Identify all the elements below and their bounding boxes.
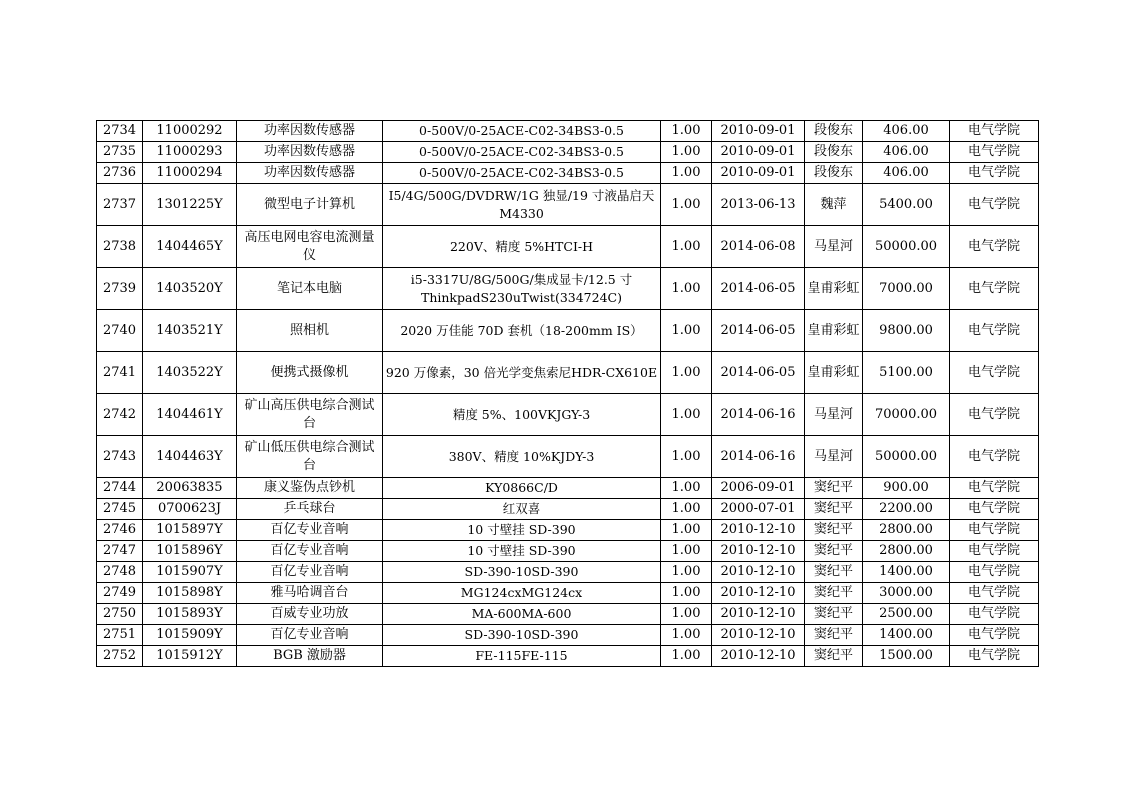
asset-name-cell: 功率因数传感器 xyxy=(237,163,383,184)
asset-name-cell: 雅马哈调音台 xyxy=(237,583,383,604)
department-cell: 电气学院 xyxy=(950,121,1039,142)
asset-name-cell: 微型电子计算机 xyxy=(237,184,383,226)
quantity-cell: 1.00 xyxy=(661,583,712,604)
seq-cell: 2738 xyxy=(97,226,143,268)
department-cell: 电气学院 xyxy=(950,520,1039,541)
spec-cell: 220V、精度 5%HTCI-H xyxy=(383,226,661,268)
seq-cell: 2734 xyxy=(97,121,143,142)
price-cell: 5100.00 xyxy=(863,352,950,394)
custodian-cell: 段俊东 xyxy=(805,163,863,184)
seq-cell: 2736 xyxy=(97,163,143,184)
price-cell: 406.00 xyxy=(863,142,950,163)
asset-code-cell: 20063835 xyxy=(143,478,237,499)
department-cell: 电气学院 xyxy=(950,583,1039,604)
table-row xyxy=(97,520,1039,541)
spec-cell: KY0866C/D xyxy=(383,478,661,499)
price-cell: 1400.00 xyxy=(863,625,950,646)
date-cell: 2010-12-10 xyxy=(712,625,805,646)
price-cell: 2800.00 xyxy=(863,520,950,541)
custodian-cell: 段俊东 xyxy=(805,121,863,142)
spec-cell: SD-390-10SD-390 xyxy=(383,625,661,646)
asset-name-cell: 功率因数传感器 xyxy=(237,142,383,163)
asset-code-cell: 1404461Y xyxy=(143,394,237,436)
date-cell: 2014-06-08 xyxy=(712,226,805,268)
spec-cell: FE-115FE-115 xyxy=(383,646,661,667)
department-cell: 电气学院 xyxy=(950,352,1039,394)
asset-name-cell: 便携式摄像机 xyxy=(237,352,383,394)
seq-cell: 2748 xyxy=(97,562,143,583)
table-row xyxy=(97,184,1039,226)
date-cell: 2010-09-01 xyxy=(712,121,805,142)
seq-cell: 2743 xyxy=(97,436,143,478)
table-row xyxy=(97,604,1039,625)
date-cell: 2010-12-10 xyxy=(712,520,805,541)
custodian-cell: 窦纪平 xyxy=(805,499,863,520)
date-cell: 2013-06-13 xyxy=(712,184,805,226)
quantity-cell: 1.00 xyxy=(661,226,712,268)
asset-name-cell: 百亿专业音响 xyxy=(237,520,383,541)
table-row xyxy=(97,226,1039,268)
asset-name-cell: 笔记本电脑 xyxy=(237,268,383,310)
department-cell: 电气学院 xyxy=(950,226,1039,268)
asset-code-cell: 1403521Y xyxy=(143,310,237,352)
quantity-cell: 1.00 xyxy=(661,604,712,625)
department-cell: 电气学院 xyxy=(950,163,1039,184)
asset-code-cell: 11000294 xyxy=(143,163,237,184)
seq-cell: 2741 xyxy=(97,352,143,394)
spec-cell: 红双喜 xyxy=(383,499,661,520)
quantity-cell: 1.00 xyxy=(661,541,712,562)
seq-cell: 2751 xyxy=(97,625,143,646)
custodian-cell: 魏萍 xyxy=(805,184,863,226)
asset-name-cell: BGB 激励器 xyxy=(237,646,383,667)
date-cell: 2014-06-05 xyxy=(712,268,805,310)
quantity-cell: 1.00 xyxy=(661,184,712,226)
asset-name-cell: 矿山低压供电综合测试台 xyxy=(237,436,383,478)
quantity-cell: 1.00 xyxy=(661,268,712,310)
date-cell: 2014-06-16 xyxy=(712,436,805,478)
price-cell: 2200.00 xyxy=(863,499,950,520)
asset-code-cell: 1015896Y xyxy=(143,541,237,562)
table-row xyxy=(97,394,1039,436)
asset-code-cell: 11000293 xyxy=(143,142,237,163)
quantity-cell: 1.00 xyxy=(661,121,712,142)
date-cell: 2006-09-01 xyxy=(712,478,805,499)
department-cell: 电气学院 xyxy=(950,436,1039,478)
spec-cell: 10 寸壁挂 SD-390 xyxy=(383,541,661,562)
price-cell: 50000.00 xyxy=(863,226,950,268)
price-cell: 900.00 xyxy=(863,478,950,499)
custodian-cell: 段俊东 xyxy=(805,142,863,163)
custodian-cell: 马星河 xyxy=(805,394,863,436)
department-cell: 电气学院 xyxy=(950,541,1039,562)
spec-cell: MG124cxMG124cx xyxy=(383,583,661,604)
asset-name-cell: 高压电网电容电流测量仪 xyxy=(237,226,383,268)
table-row xyxy=(97,163,1039,184)
date-cell: 2010-12-10 xyxy=(712,541,805,562)
asset-name-cell: 乒乓球台 xyxy=(237,499,383,520)
date-cell: 2000-07-01 xyxy=(712,499,805,520)
table-row xyxy=(97,583,1039,604)
department-cell: 电气学院 xyxy=(950,625,1039,646)
table-row xyxy=(97,562,1039,583)
custodian-cell: 窦纪平 xyxy=(805,562,863,583)
seq-cell: 2749 xyxy=(97,583,143,604)
quantity-cell: 1.00 xyxy=(661,499,712,520)
asset-code-cell: 1404465Y xyxy=(143,226,237,268)
spec-cell: MA-600MA-600 xyxy=(383,604,661,625)
price-cell: 3000.00 xyxy=(863,583,950,604)
seq-cell: 2747 xyxy=(97,541,143,562)
spec-cell: 精度 5%、100VKJGY-3 xyxy=(383,394,661,436)
seq-cell: 2740 xyxy=(97,310,143,352)
asset-table xyxy=(96,120,1039,667)
department-cell: 电气学院 xyxy=(950,142,1039,163)
table-row xyxy=(97,541,1039,562)
date-cell: 2014-06-05 xyxy=(712,310,805,352)
quantity-cell: 1.00 xyxy=(661,436,712,478)
price-cell: 70000.00 xyxy=(863,394,950,436)
asset-name-cell: 功率因数传感器 xyxy=(237,121,383,142)
department-cell: 电气学院 xyxy=(950,184,1039,226)
asset-name-cell: 百亿专业音响 xyxy=(237,625,383,646)
quantity-cell: 1.00 xyxy=(661,562,712,583)
asset-name-cell: 矿山高压供电综合测试台 xyxy=(237,394,383,436)
seq-cell: 2744 xyxy=(97,478,143,499)
department-cell: 电气学院 xyxy=(950,604,1039,625)
table-row xyxy=(97,436,1039,478)
custodian-cell: 窦纪平 xyxy=(805,520,863,541)
quantity-cell: 1.00 xyxy=(661,394,712,436)
custodian-cell: 皇甫彩虹 xyxy=(805,268,863,310)
custodian-cell: 马星河 xyxy=(805,226,863,268)
table-row xyxy=(97,625,1039,646)
asset-name-cell: 百亿专业音响 xyxy=(237,541,383,562)
quantity-cell: 1.00 xyxy=(661,520,712,541)
quantity-cell: 1.00 xyxy=(661,478,712,499)
department-cell: 电气学院 xyxy=(950,499,1039,520)
asset-name-cell: 百亿专业音响 xyxy=(237,562,383,583)
spec-cell: 10 寸壁挂 SD-390 xyxy=(383,520,661,541)
table-row xyxy=(97,268,1039,310)
custodian-cell: 窦纪平 xyxy=(805,646,863,667)
seq-cell: 2742 xyxy=(97,394,143,436)
date-cell: 2010-09-01 xyxy=(712,142,805,163)
quantity-cell: 1.00 xyxy=(661,625,712,646)
custodian-cell: 皇甫彩虹 xyxy=(805,352,863,394)
custodian-cell: 窦纪平 xyxy=(805,625,863,646)
price-cell: 406.00 xyxy=(863,163,950,184)
seq-cell: 2735 xyxy=(97,142,143,163)
spec-cell: 380V、精度 10%KJDY-3 xyxy=(383,436,661,478)
quantity-cell: 1.00 xyxy=(661,310,712,352)
table-row xyxy=(97,499,1039,520)
date-cell: 2010-12-10 xyxy=(712,562,805,583)
table-row xyxy=(97,478,1039,499)
asset-code-cell: 1015897Y xyxy=(143,520,237,541)
asset-code-cell: 1015907Y xyxy=(143,562,237,583)
custodian-cell: 皇甫彩虹 xyxy=(805,310,863,352)
spec-cell: 0-500V/0-25ACE-C02-34BS3-0.5 xyxy=(383,142,661,163)
custodian-cell: 马星河 xyxy=(805,436,863,478)
price-cell: 50000.00 xyxy=(863,436,950,478)
price-cell: 9800.00 xyxy=(863,310,950,352)
asset-code-cell: 11000292 xyxy=(143,121,237,142)
department-cell: 电气学院 xyxy=(950,310,1039,352)
department-cell: 电气学院 xyxy=(950,268,1039,310)
quantity-cell: 1.00 xyxy=(661,163,712,184)
date-cell: 2014-06-16 xyxy=(712,394,805,436)
price-cell: 1400.00 xyxy=(863,562,950,583)
date-cell: 2010-12-10 xyxy=(712,604,805,625)
asset-code-cell: 1301225Y xyxy=(143,184,237,226)
custodian-cell: 窦纪平 xyxy=(805,478,863,499)
custodian-cell: 窦纪平 xyxy=(805,583,863,604)
asset-name-cell: 照相机 xyxy=(237,310,383,352)
spec-cell: 0-500V/0-25ACE-C02-34BS3-0.5 xyxy=(383,163,661,184)
custodian-cell: 窦纪平 xyxy=(805,541,863,562)
department-cell: 电气学院 xyxy=(950,562,1039,583)
asset-name-cell: 康义鉴伪点钞机 xyxy=(237,478,383,499)
department-cell: 电气学院 xyxy=(950,646,1039,667)
department-cell: 电气学院 xyxy=(950,478,1039,499)
table-row xyxy=(97,310,1039,352)
price-cell: 406.00 xyxy=(863,121,950,142)
price-cell: 7000.00 xyxy=(863,268,950,310)
asset-code-cell: 0700623J xyxy=(143,499,237,520)
table-row xyxy=(97,142,1039,163)
date-cell: 2010-12-10 xyxy=(712,646,805,667)
department-cell: 电气学院 xyxy=(950,394,1039,436)
spec-cell: 920 万像素，30 倍光学变焦索尼HDR-CX610E xyxy=(383,352,661,394)
date-cell: 2010-12-10 xyxy=(712,583,805,604)
price-cell: 2800.00 xyxy=(863,541,950,562)
table-row xyxy=(97,646,1039,667)
asset-code-cell: 1015898Y xyxy=(143,583,237,604)
table-row xyxy=(97,121,1039,142)
quantity-cell: 1.00 xyxy=(661,352,712,394)
spec-cell: 2020 万佳能 70D 套机（18-200mm IS） xyxy=(383,310,661,352)
seq-cell: 2745 xyxy=(97,499,143,520)
seq-cell: 2746 xyxy=(97,520,143,541)
spec-cell: i5-3317U/8G/500G/集成显卡/12.5 寸ThinkpadS230uTwist(334724C) xyxy=(383,268,661,310)
seq-cell: 2739 xyxy=(97,268,143,310)
price-cell: 2500.00 xyxy=(863,604,950,625)
asset-code-cell: 1015912Y xyxy=(143,646,237,667)
quantity-cell: 1.00 xyxy=(661,142,712,163)
quantity-cell: 1.00 xyxy=(661,646,712,667)
spec-cell: I5/4G/500G/DVDRW/1G 独显/19 寸液晶启天 M4330 xyxy=(383,184,661,226)
asset-code-cell: 1015909Y xyxy=(143,625,237,646)
spec-cell: 0-500V/0-25ACE-C02-34BS3-0.5 xyxy=(383,121,661,142)
date-cell: 2014-06-05 xyxy=(712,352,805,394)
price-cell: 1500.00 xyxy=(863,646,950,667)
asset-code-cell: 1403522Y xyxy=(143,352,237,394)
seq-cell: 2737 xyxy=(97,184,143,226)
asset-code-cell: 1404463Y xyxy=(143,436,237,478)
asset-name-cell: 百威专业功放 xyxy=(237,604,383,625)
custodian-cell: 窦纪平 xyxy=(805,604,863,625)
date-cell: 2010-09-01 xyxy=(712,163,805,184)
asset-code-cell: 1403520Y xyxy=(143,268,237,310)
seq-cell: 2752 xyxy=(97,646,143,667)
spec-cell: SD-390-10SD-390 xyxy=(383,562,661,583)
asset-code-cell: 1015893Y xyxy=(143,604,237,625)
seq-cell: 2750 xyxy=(97,604,143,625)
table-row xyxy=(97,352,1039,394)
price-cell: 5400.00 xyxy=(863,184,950,226)
